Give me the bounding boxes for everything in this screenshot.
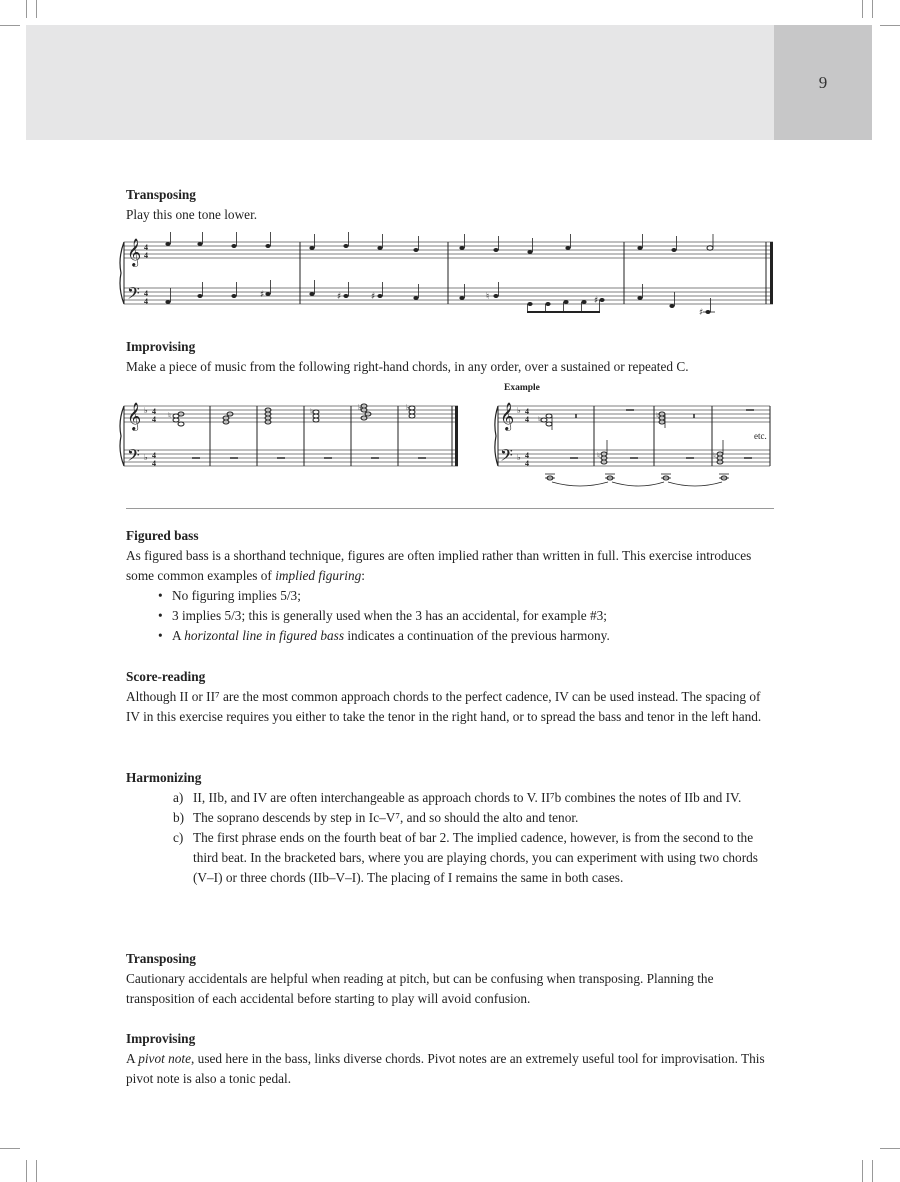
svg-text:4: 4: [152, 459, 156, 468]
bullet-list: [126, 586, 774, 646]
list-item: • No figuring implies 5/3;: [172, 586, 774, 606]
lettered-list: [126, 788, 774, 888]
section-transposing: [126, 185, 774, 225]
section-transposing-notes: [126, 949, 774, 1009]
svg-text:♮: ♮: [597, 451, 600, 460]
svg-text:𝄢: 𝄢: [127, 283, 140, 307]
svg-text:𝄢: 𝄢: [127, 445, 140, 469]
section-text: Cautionary accidentals are helpful when reading at pitch, but can be confusing when transposing. Planning the transposition of each accidental before starting to play will avoid confusion.: [126, 971, 714, 1006]
section-heading: Figured bass: [126, 528, 199, 543]
list-item: • A horizontal line in figured bass indicates a continuation of the previous harmony.: [172, 626, 774, 646]
svg-text:4: 4: [152, 407, 156, 416]
svg-text:♭: ♭: [144, 406, 148, 415]
svg-text:♮: ♮: [310, 407, 313, 416]
section-text: As figured bass is a shorthand technique, figures are often implied rather than written in full. This exercise introduces some common examples of implied figuring:: [126, 548, 752, 583]
svg-text:4: 4: [152, 415, 156, 424]
svg-text:4: 4: [144, 251, 148, 260]
svg-text:♭: ♭: [517, 453, 521, 462]
svg-text:♯: ♯: [699, 308, 704, 318]
page-number-box: [774, 25, 872, 140]
crop-mark: [872, 0, 873, 18]
crop-mark: [862, 1160, 863, 1182]
section-heading: Transposing: [126, 951, 196, 966]
section-text: A pivot note, used here in the bass, links diverse chords. Pivot notes are an extremely useful tool for improvisation. This pivot note is also a tonic pedal.: [126, 1051, 765, 1086]
section-text: Make a piece of music from the following right-hand chords, in any order, over a sustained or repeated C.: [126, 359, 689, 374]
svg-text:♯: ♯: [371, 292, 376, 302]
svg-text:4: 4: [525, 407, 529, 416]
section-heading: Improvising: [126, 339, 196, 354]
svg-text:♯: ♯: [594, 296, 599, 306]
svg-text:4: 4: [525, 459, 529, 468]
section-heading: Improvising: [126, 1031, 196, 1046]
svg-text:4: 4: [152, 451, 156, 460]
crop-mark: [36, 0, 37, 18]
svg-text:♮: ♮: [538, 415, 541, 424]
svg-text:♭: ♭: [144, 453, 148, 462]
example-label: Example: [504, 383, 540, 393]
section-figured-bass: [126, 526, 774, 646]
crop-mark: [26, 1160, 27, 1182]
svg-text:♯: ♯: [260, 290, 265, 300]
svg-text:♮: ♮: [168, 411, 171, 420]
crop-mark: [0, 1148, 20, 1149]
music-score-chords: [118, 396, 463, 478]
svg-text:4: 4: [525, 415, 529, 424]
list-item: a) II, IIb, and IV are often interchangeable as approach chords to V. II⁷b combines the notes of IIb and IV.: [173, 790, 742, 805]
svg-text:♭: ♭: [358, 403, 362, 412]
svg-text:4: 4: [525, 451, 529, 460]
svg-text:𝄞: 𝄞: [127, 238, 142, 266]
list-item: b) The soprano descends by step in Ic–V⁷, and so should the alto and tenor.: [173, 810, 579, 825]
svg-text:♮: ♮: [486, 292, 490, 302]
section-heading: Score-reading: [126, 669, 206, 684]
crop-mark: [872, 1160, 873, 1182]
section-score-reading: [126, 667, 774, 727]
svg-text:♯: ♯: [337, 292, 342, 302]
crop-mark: [880, 1148, 900, 1149]
music-score-transposing: [118, 232, 778, 322]
svg-text:♮: ♮: [656, 411, 659, 420]
section-heading: Harmonizing: [126, 770, 202, 785]
svg-text:4: 4: [144, 289, 148, 298]
svg-text:4: 4: [144, 297, 148, 306]
page-number: 9: [818, 72, 828, 92]
list-item: c) The first phrase ends on the fourth beat of bar 2. The implied cadence, however, is from the second to the third beat. In the bracketed bars, where you are playing chords, you can experiment with using two chords (V–I) or three chords (IIb–V–I). The placing of I remains the same in both cases.: [173, 830, 758, 885]
crop-mark: [862, 0, 863, 18]
header-band: [26, 25, 774, 140]
svg-text:♮: ♮: [713, 451, 716, 460]
svg-text:𝄢: 𝄢: [500, 445, 513, 469]
crop-mark: [36, 1160, 37, 1182]
list-item: • 3 implies 5/3; this is generally used when the 3 has an accidental, for example #3;: [172, 606, 774, 626]
section-harmonizing: [126, 768, 774, 888]
section-improvising-notes: [126, 1029, 774, 1089]
svg-text:𝄞: 𝄞: [500, 402, 515, 430]
crop-mark: [0, 25, 20, 26]
svg-text:♭: ♭: [517, 406, 521, 415]
music-score-example: [494, 396, 776, 492]
section-heading: Transposing: [126, 187, 196, 202]
section-divider: [126, 508, 774, 509]
crop-mark: [880, 25, 900, 26]
svg-text:♭: ♭: [406, 403, 410, 412]
svg-text:4: 4: [144, 243, 148, 252]
etc-label: etc.: [754, 431, 767, 441]
svg-text:𝄞: 𝄞: [127, 402, 142, 430]
crop-mark: [26, 0, 27, 18]
section-text: Play this one tone lower.: [126, 207, 258, 222]
section-improvising: [126, 337, 774, 377]
section-text: Although II or II⁷ are the most common approach chords to the perfect cadence, IV can be used instead. The spacing of IV in this exercise requires you either to take the tenor in the right hand, or to spread the bass and tenor in the left hand.: [126, 689, 762, 724]
